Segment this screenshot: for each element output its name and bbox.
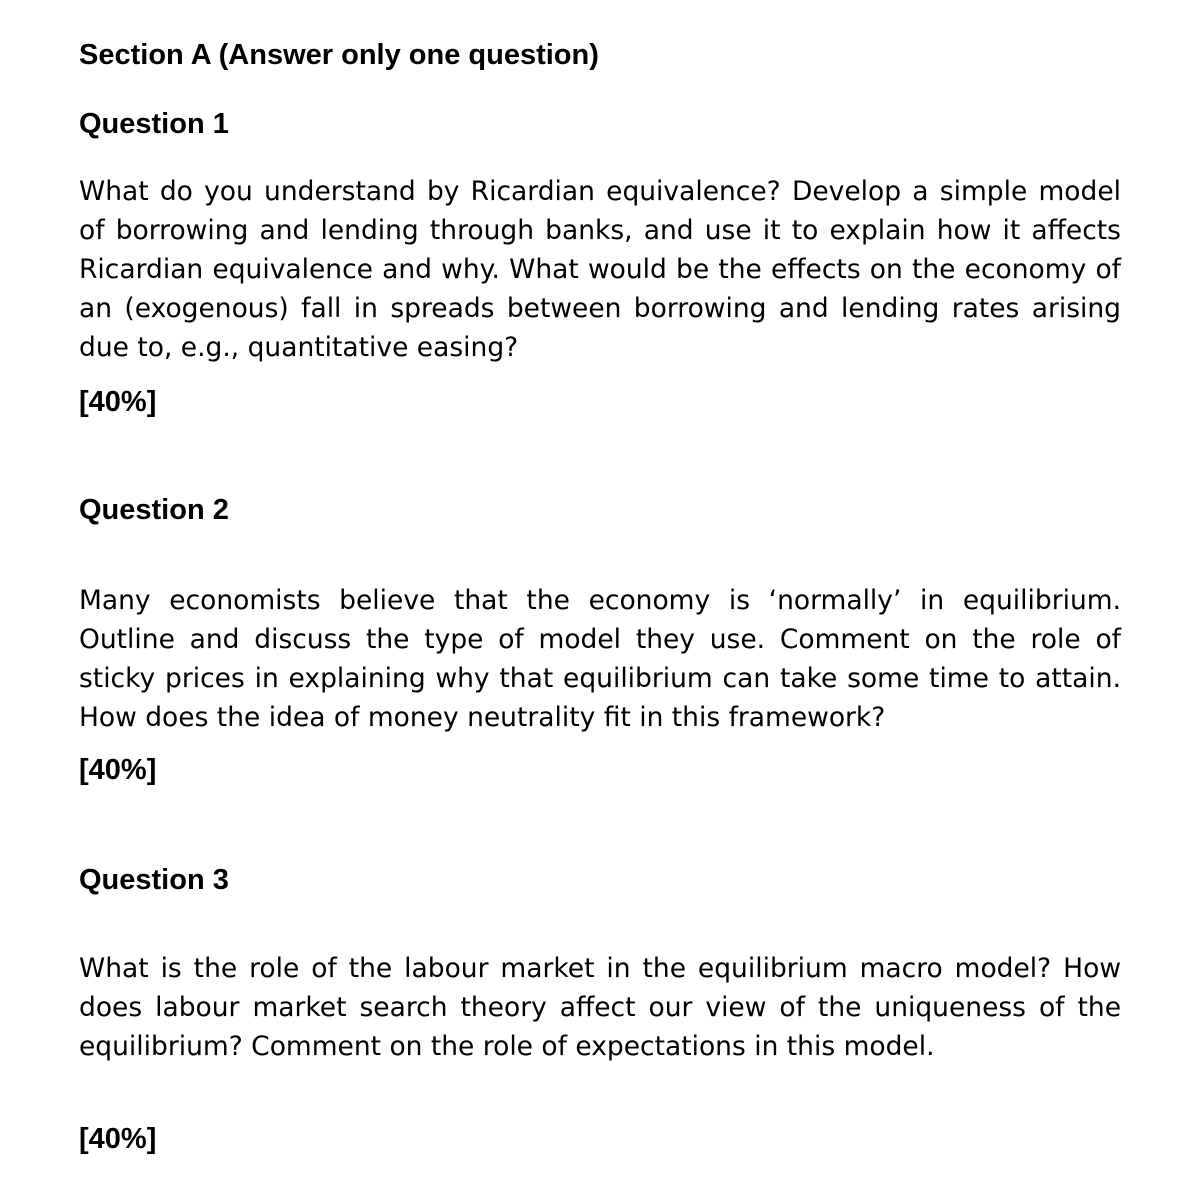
question-1-marks: [40%] [79, 386, 157, 418]
question-2-marks: [40%] [79, 754, 157, 786]
question-3-marks: [40%] [79, 1123, 157, 1155]
section-heading: Section A (Answer only one question) [79, 39, 599, 71]
question-2-text: Many economists believe that the economy is ‘normally’ in equilibrium. Outline and discuss the type of model they use. Comment on the role of sticky prices in explaining why that equilibrium can take some time to attain. How does the idea of money neutrality fit in this framework? [79, 585, 1121, 733]
question-3-title: Question 3 [79, 864, 229, 896]
question-3-text: What is the role of the labour market in the equilibrium macro model? How does labour market search theory affect our view of the uniqueness of the equilibrium? Comment on the role of expectations in this model. [79, 953, 1121, 1062]
question-1-title: Question 1 [79, 108, 229, 140]
question-2-title: Question 2 [79, 494, 229, 526]
question-1-text: What do you understand by Ricardian equivalence? Develop a simple model of borrowing and lending through banks, and use it to explain how it affects Ricardian equivalence and why. What would be the effects on the economy of an (exogenous) fall in spreads between borrowing and lending rates arising due to, e.g., quantitative easing? [79, 176, 1121, 363]
